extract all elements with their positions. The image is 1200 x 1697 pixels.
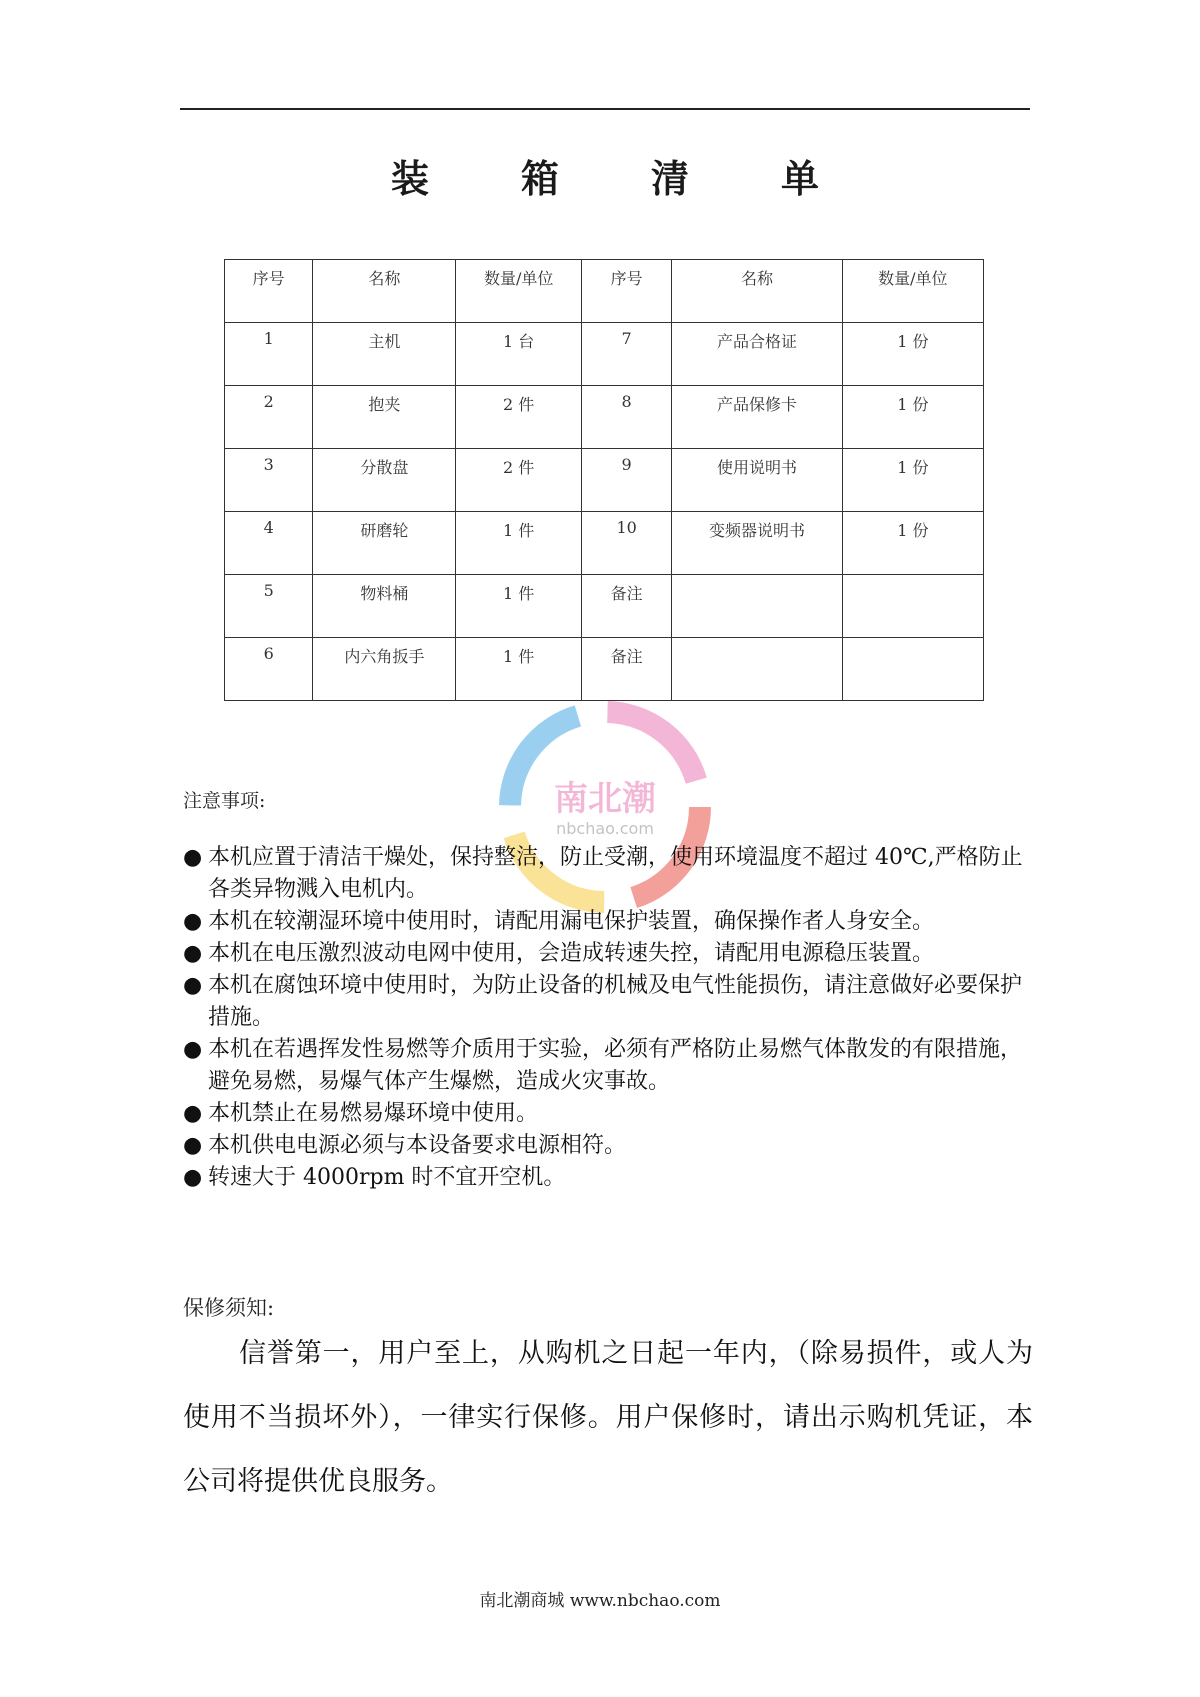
bullet-icon: ●	[183, 1133, 203, 1158]
table-cell: 1	[225, 323, 313, 386]
bullet-icon: ●	[183, 845, 203, 870]
table-cell: 备注	[581, 638, 671, 701]
table-cell: 2	[225, 386, 313, 449]
title-char: 装	[390, 156, 429, 201]
list-item	[183, 1098, 1033, 1130]
table-cell: 1 台	[456, 323, 582, 386]
table-cell: 1 件	[456, 638, 582, 701]
table-cell: 备注	[581, 575, 671, 638]
table-cell: 主机	[313, 323, 456, 386]
list-item	[183, 938, 1033, 970]
table-cell: 1 件	[456, 512, 582, 575]
list-item	[183, 842, 1033, 906]
note-text: 本机供电电源必须与本设备要求电源相符。	[208, 1133, 627, 1158]
list-item	[183, 1034, 1033, 1098]
table-cell: 物料桶	[313, 575, 456, 638]
table-row	[225, 449, 984, 512]
table-cell	[842, 575, 983, 638]
title-char: 单	[780, 156, 819, 201]
table-cell: 产品合格证	[672, 323, 842, 386]
table-cell: 1 份	[842, 323, 983, 386]
page-title	[180, 148, 1030, 203]
header-cell: 数量/单位	[842, 260, 983, 323]
table-cell: 9	[581, 449, 671, 512]
table-cell: 产品保修卡	[672, 386, 842, 449]
table-cell: 1 份	[842, 512, 983, 575]
table-cell: 1 份	[842, 386, 983, 449]
bullet-icon: ●	[183, 1037, 203, 1062]
note-text: 本机在较潮湿环境中使用时，请配用漏电保护装置，确保操作者人身安全。	[208, 909, 935, 934]
note-text: 本机在腐蚀环境中使用时，为防止设备的机械及电气性能损伤，请注意做好必要保护措施。	[208, 973, 1023, 1030]
table-cell	[842, 638, 983, 701]
table-cell	[672, 575, 842, 638]
table-row	[225, 575, 984, 638]
warranty-body: 信誉第一，用户至上，从购机之日起一年内，（除易损件，或人为使用不当损坏外），一律实行保修。用户保修时，请出示购机凭证，本公司将提供优良服务。	[183, 1338, 1033, 1497]
table-cell: 6	[225, 638, 313, 701]
watermark-text-en: nbchao.com	[556, 819, 654, 838]
table-cell: 10	[581, 512, 671, 575]
table-cell: 1 件	[456, 575, 582, 638]
table-cell: 8	[581, 386, 671, 449]
notes-heading: 注意事项:	[183, 790, 266, 812]
table-cell: 变频器说明书	[672, 512, 842, 575]
bullet-icon: ●	[183, 973, 203, 998]
bullet-icon: ●	[183, 941, 203, 966]
bullet-icon: ●	[183, 1165, 203, 1190]
notes-list	[183, 842, 1033, 1194]
table-cell: 4	[225, 512, 313, 575]
table-cell: 内六角扳手	[313, 638, 456, 701]
note-text: 本机应置于清洁干燥处，保持整洁，防止受潮，使用环境温度不超过 40℃,严格防止各类异物溅入电机内。	[208, 845, 1023, 902]
warranty-heading: 保修须知:	[183, 1296, 275, 1320]
watermark-text-cn: 南北潮	[554, 779, 656, 819]
bullet-icon: ●	[183, 1101, 203, 1126]
title-char: 箱	[520, 156, 559, 201]
table-cell: 分散盘	[313, 449, 456, 512]
list-item	[183, 970, 1033, 1034]
header-cell: 序号	[225, 260, 313, 323]
table-row	[225, 386, 984, 449]
list-item	[183, 906, 1033, 938]
header-cell: 名称	[672, 260, 842, 323]
table-cell: 2 件	[456, 449, 582, 512]
header-cell: 数量/单位	[456, 260, 582, 323]
table-cell: 5	[225, 575, 313, 638]
title-char: 清	[650, 156, 689, 201]
note-text: 本机在电压激烈波动电网中使用，会造成转速失控，请配用电源稳压装置。	[208, 941, 935, 966]
packing-list-table	[224, 259, 984, 701]
table-cell: 使用说明书	[672, 449, 842, 512]
note-text: 转速大于 4000rpm 时不宜开空机。	[208, 1165, 566, 1190]
table-cell: 2 件	[456, 386, 582, 449]
page-footer: 南北潮商城 www.nbchao.com	[479, 1591, 721, 1611]
table-row	[225, 512, 984, 575]
header-cell: 名称	[313, 260, 456, 323]
list-item	[183, 1162, 1033, 1194]
header-cell: 序号	[581, 260, 671, 323]
table-cell: 抱夹	[313, 386, 456, 449]
table-cell: 研磨轮	[313, 512, 456, 575]
top-rule	[180, 108, 1030, 110]
bullet-icon: ●	[183, 909, 203, 934]
note-text: 本机禁止在易燃易爆环境中使用。	[208, 1101, 539, 1126]
note-text: 本机在若遇挥发性易燃等介质用于实验，必须有严格防止易燃气体散发的有限措施，避免易燃，易爆气体产生爆燃，造成火灾事故。	[208, 1037, 1023, 1094]
list-item	[183, 1130, 1033, 1162]
table-cell: 3	[225, 449, 313, 512]
table-header-row	[225, 260, 984, 323]
table-cell: 7	[581, 323, 671, 386]
table-cell: 1 份	[842, 449, 983, 512]
table-row	[225, 323, 984, 386]
